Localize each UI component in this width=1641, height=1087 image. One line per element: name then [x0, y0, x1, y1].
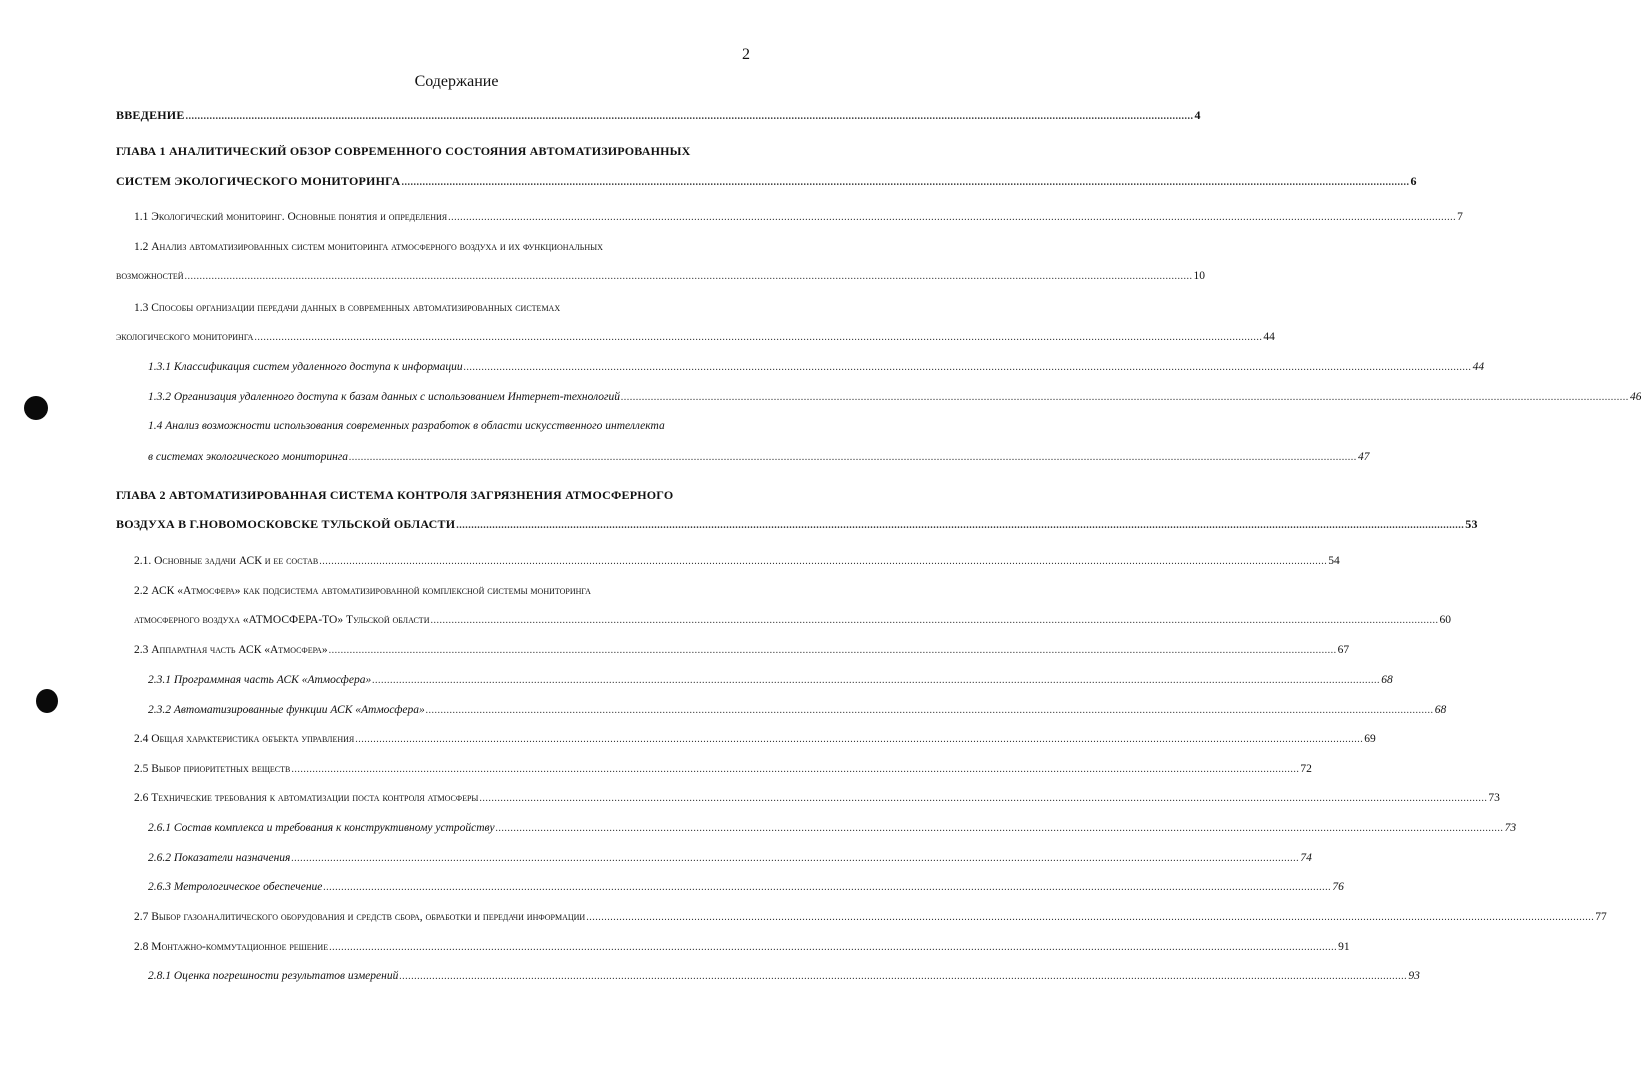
toc-subsection-2-3-2[interactable]: 2.3.2 Автоматизированные функции АСК «Атмосфера» ..... 68 — [148, 704, 753, 716]
toc-chapter-2[interactable]: ВОЗДУХА В Г.НОВОМОСКОВСКЕ ТУЛЬСКОЙ ОБЛАСТИ ..... 53 — [116, 517, 753, 532]
toc-section-2-8[interactable]: 2.8 Монтажно-коммутационное решение ..... 91 — [134, 941, 753, 953]
toc-section-2-2-line1[interactable]: 2.2 АСК «Атмосфера» как подсистема автоматизированной комплексной системы мониторинга — [134, 585, 591, 597]
toc-subsection-2-8-1[interactable]: 2.8.1 Оценка погрешности результатов измерений ..... 93 — [148, 970, 753, 982]
toc-section-2-3[interactable]: 2.3 Аппаратная часть АСК «Атмосфера» ..... 67 — [134, 644, 753, 656]
toc-entry-introduction[interactable]: ВВЕДЕНИЕ ..... 4 — [116, 108, 753, 123]
toc-chapter-2-line1[interactable]: ГЛАВА 2 АВТОМАТИЗИРОВАННАЯ СИСТЕМА КОНТРОЛЯ ЗАГРЯЗНЕНИЯ АТМОСФЕРНОГО — [116, 488, 674, 502]
toc-section-1-4-line1[interactable]: 1.4 Анализ возможности использования современных разработок в области искусственного интеллекта — [148, 420, 665, 432]
toc-section-2-1[interactable]: 2.1. Основные задачи АСК и ее состав ..... 54 — [134, 555, 753, 567]
toc-section-1-3-line1[interactable]: 1.3 Способы организации передачи данных в современных автоматизированных системах — [134, 302, 561, 314]
toc-section-2-2[interactable]: атмосферного воздуха «АТМОСФЕРА-ТО» Тульской области ..... 60 — [134, 614, 753, 626]
toc-section-1-2[interactable]: возможностей ..... 10 — [116, 270, 753, 282]
toc-section-2-4[interactable]: 2.4 Общая характеристика объекта управления ..... 69 — [134, 733, 753, 745]
toc-subsection-2-6-3[interactable]: 2.6.3 Метрологическое обеспечение ..... 76 — [148, 881, 753, 893]
binder-hole-bottom — [36, 689, 58, 713]
toc-section-1-2-line1[interactable]: 1.2 Анализ автоматизированных систем мониторинга атмосферного воздуха и их функциональных — [134, 241, 603, 253]
binder-hole-top — [24, 396, 48, 420]
toc-section-1-4[interactable]: в системах экологического мониторинга ..... 47 — [148, 451, 753, 463]
toc-subsection-2-3-1[interactable]: 2.3.1 Программная часть АСК «Атмосфера» ..... 68 — [148, 674, 753, 686]
toc-subsection-2-6-1[interactable]: 2.6.1 Состав комплекса и требования к конструктивному устройству ..... 73 — [148, 822, 753, 834]
toc-subsection-2-6-2[interactable]: 2.6.2 Показатели назначения ..... 74 — [148, 852, 753, 864]
page-title: Содержание — [414, 73, 499, 90]
toc-chapter-1[interactable]: СИСТЕМ ЭКОЛОГИЧЕСКОГО МОНИТОРИНГА ..... 6 — [116, 174, 753, 189]
toc-section-2-6[interactable]: 2.6 Технические требования к автоматизации поста контроля атмосферы ..... 73 — [134, 792, 753, 804]
toc-section-2-7[interactable]: 2.7 Выбор газоаналитического оборудования и средств сбора, обработки и передачи информации ..... 77 — [134, 911, 753, 923]
toc-chapter-1-line1[interactable]: ГЛАВА 1 АНАЛИТИЧЕСКИЙ ОБЗОР СОВРЕМЕННОГО СОСТОЯНИЯ АВТОМАТИЗИРОВАННЫХ — [116, 144, 691, 158]
toc-subsection-1-3-1[interactable]: 1.3.1 Классификация систем удаленного доступа к информации ..... 44 — [148, 361, 753, 373]
toc-section-1-1[interactable]: 1.1 Экологический мониторинг. Основные понятия и определения ..... 7 — [134, 211, 753, 223]
toc-section-1-3[interactable]: экологического мониторинга ..... 44 — [116, 331, 753, 343]
toc-section-2-5[interactable]: 2.5 Выбор приоритетных веществ ..... 72 — [134, 763, 753, 775]
page-number: 2 — [742, 46, 750, 63]
toc-subsection-1-3-2[interactable]: 1.3.2 Организация удаленного доступа к базам данных с использованием Интернет-технологий ..... 46 — [148, 391, 753, 403]
